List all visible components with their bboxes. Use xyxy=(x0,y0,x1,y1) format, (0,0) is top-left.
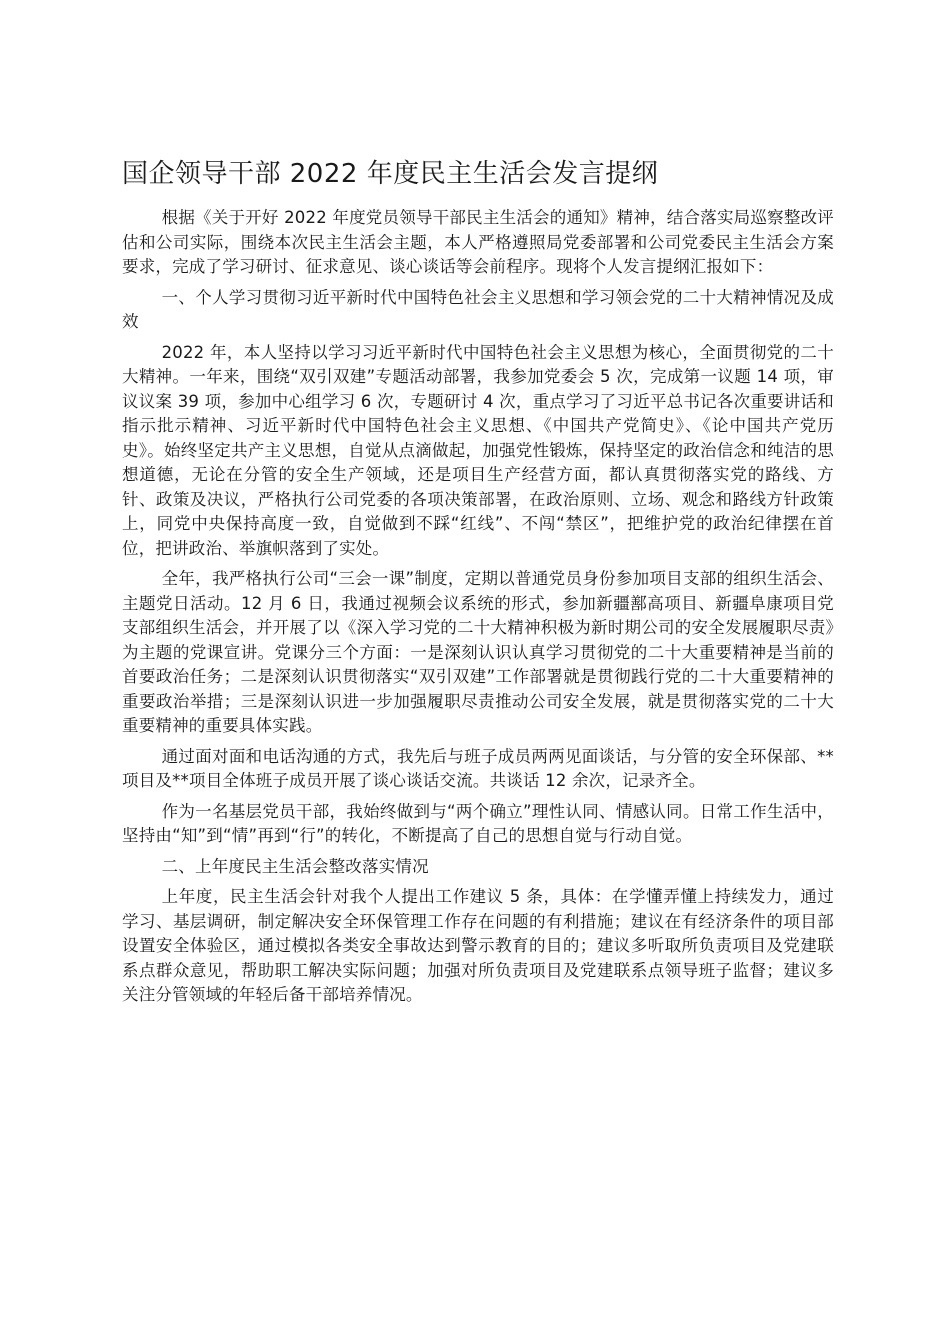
section-heading-2: 二、上年度民主生活会整改落实情况 xyxy=(161,856,429,876)
paragraph-intro: 根据《关于开好 2022 年度党员领导干部民主生活会的通知》精神，结合落实局巡察整改评估和公司实际，围绕本次民主生活会主题，本人严格遵照局党委部署和公司党委民主生活会方案要求，完成了学习研讨、征求意见、谈心谈话等会前程序。现将个人发言提纲汇报如下： xyxy=(122,208,834,276)
document-title: 国企领导干部 2022 年度民主生活会发言提纲 xyxy=(122,159,659,189)
section-heading-1: 一、个人学习贯彻习近平新时代中国特色社会主义思想和学习领会党的二十大精神情况及成效 xyxy=(122,287,834,331)
paragraph-talks: 通过面对面和电话沟通的方式，我先后与班子成员两两见面谈话，与分管的安全环保部、**项目及**项目全体班子成员开展了谈心谈话交流。共谈话 12 余次，记录齐全。 xyxy=(122,746,834,790)
paragraph-rectification: 上年度，民主生活会针对我个人提出工作建议 5 条，具体：在学懂弄懂上持续发力，通过学习、基层调研，制定解决安全环保管理工作存在问题的有利措施；建议在有经济条件的项目部设置安全体验区，通过模拟各类安全事故达到警示教育的目的；建议多听取所负责项目及党建联系点群众意见，帮助职工解决实际问题；加强对所负责项目及党建联系点领导班子监督；建议多关注分管领域的年轻后备干部培养情况。 xyxy=(122,887,834,1004)
paragraph-study: 2022 年，本人坚持以学习习近平新时代中国特色社会主义思想为核心，全面贯彻党的二十大精神。一年来，围绕“双引双建”专题活动部署，我参加党委会 5 次，完成第一议题 14 项，审议议案 39 项，参加中心组学习 6 次，专题研讨 4 次，重点学习了习近平总书记各次重要讲话和指示批示精神、习近平新时代中国特色社会主义思想、《中国共产党简史》、《论中国共产党历史》。始终坚定共产主义思想，自觉从点滴做起，加强党性锻炼，保持坚定的政治信念和纯洁的思想道德，无论在分管的安全生产领域，还是项目生产经营方面，都认真贯彻落实党的路线、方针、政策及决议，严格执行公司党委的各项决策部署，在政治原则、立场、观念和路线方针政策上，同党中央保持高度一致，自觉做到不踩“红线”、不闯“禁区”，把维护党的政治纪律摆在首位，把讲政治、举旗帜落到了实处。 xyxy=(122,342,834,558)
paragraph-party-lesson: 全年，我严格执行公司“三会一课”制度，定期以普通党员身份参加项目支部的组织生活会、主题党日活动。12 月 6 日，我通过视频会议系统的形式，参加新疆鄯高项目、新疆阜康项目党支部组织生活会，并开展了以《深入学习党的二十大精神积极为新时期公司的安全发展履职尽责》为主题的党课宣讲。党课分三个方面：一是深刻认识认真学习贯彻党的二十大重要精神是当前的首要政治任务；二是深刻认识贯彻落实“双引双建”工作部署就是贯彻践行党的二十大重要精神的重要政治举措；三是深刻认识进一步加强履职尽责推动公司安全发展，就是贯彻落实党的二十大重要精神的重要具体实践。 xyxy=(122,569,834,735)
paragraph-two-establishments: 作为一名基层党员干部，我始终做到与“两个确立”理性认同、情感认同。日常工作生活中，坚持由“知”到“情”再到“行”的转化，不断提高了自己的思想自觉与行动自觉。 xyxy=(122,801,834,845)
document-body xyxy=(122,206,834,1014)
